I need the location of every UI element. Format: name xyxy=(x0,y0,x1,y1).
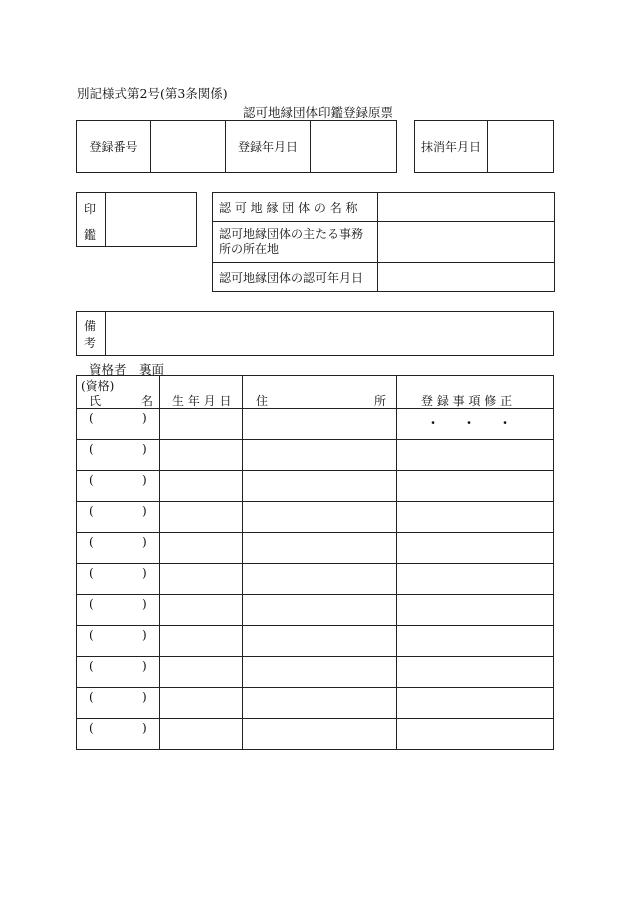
paren-close: ) xyxy=(142,473,147,487)
address-cell[interactable] xyxy=(243,564,397,595)
org-address-label xyxy=(213,222,378,263)
birthdate-cell[interactable] xyxy=(160,688,243,719)
qualification-name-cell[interactable] xyxy=(77,657,160,688)
remarks-label-bottom: 考 xyxy=(84,336,97,350)
paren-open: ( xyxy=(89,597,94,611)
seal-table xyxy=(76,192,197,247)
qualified-person-row xyxy=(77,533,554,564)
correction-cell[interactable] xyxy=(397,626,554,657)
seal-impression-field[interactable] xyxy=(106,193,197,247)
seal-label xyxy=(77,193,106,247)
qualified-person-row xyxy=(77,657,554,688)
paren-close: ) xyxy=(142,628,147,642)
qualification-name-cell[interactable] xyxy=(77,688,160,719)
organization-table xyxy=(212,192,555,292)
paren-open: ( xyxy=(89,504,94,518)
correction-cell[interactable] xyxy=(397,533,554,564)
header-correction: 登 録 事 項 修 正 xyxy=(421,394,513,408)
qualification-name-cell[interactable] xyxy=(77,409,160,440)
paren-close: ) xyxy=(142,721,147,735)
remarks-label-top: 備 xyxy=(84,319,97,333)
paren-open: ( xyxy=(89,628,94,642)
header-name-right: 名 xyxy=(141,394,154,408)
header-qualification-name xyxy=(77,376,160,409)
paren-open: ( xyxy=(89,721,94,735)
qualified-persons-table xyxy=(76,375,554,750)
seal-label-top: 印 xyxy=(84,202,97,216)
header-qualification: (資格) xyxy=(81,379,115,393)
qualification-name-cell[interactable] xyxy=(77,719,160,750)
address-cell[interactable] xyxy=(243,502,397,533)
qualified-person-row xyxy=(77,564,554,595)
address-cell[interactable] xyxy=(243,688,397,719)
org-name-label: 認 可 地 縁 団 体 の 名 称 xyxy=(213,193,378,222)
address-cell[interactable] xyxy=(243,626,397,657)
birthdate-cell[interactable] xyxy=(160,440,243,471)
header-correction-cell xyxy=(397,376,554,409)
form-number: 別記様式第2号(第3条関係) xyxy=(77,86,228,101)
registration-date-label: 登録年月日 xyxy=(226,121,311,173)
qualification-name-cell[interactable] xyxy=(77,626,160,657)
qualified-person-row xyxy=(77,502,554,533)
paren-close: ) xyxy=(142,597,147,611)
correction-dots: ・ ・ ・ xyxy=(427,416,512,430)
correction-cell[interactable] xyxy=(397,564,554,595)
birthdate-cell[interactable] xyxy=(160,409,243,440)
cancellation-date-label: 抹消年月日 xyxy=(415,121,488,173)
qualification-name-cell[interactable] xyxy=(77,533,160,564)
header-birthdate: 生 年 月 日 xyxy=(172,394,232,408)
qualified-person-row xyxy=(77,409,554,440)
header-birthdate-cell xyxy=(160,376,243,409)
qualified-person-row xyxy=(77,440,554,471)
org-approval-date-field[interactable] xyxy=(378,263,555,292)
address-cell[interactable] xyxy=(243,440,397,471)
qualified-persons-header xyxy=(77,376,554,409)
registration-table xyxy=(76,120,397,173)
cancellation-table xyxy=(414,120,554,173)
qualified-person-row xyxy=(77,471,554,502)
registration-date-field[interactable] xyxy=(311,121,397,173)
qualified-person-row xyxy=(77,688,554,719)
qualified-person-row xyxy=(77,626,554,657)
correction-cell[interactable] xyxy=(397,502,554,533)
paren-open: ( xyxy=(89,411,94,425)
registration-number-field[interactable] xyxy=(151,121,226,173)
birthdate-cell[interactable] xyxy=(160,719,243,750)
paren-close: ) xyxy=(142,659,147,673)
paren-open: ( xyxy=(89,442,94,456)
qualification-name-cell[interactable] xyxy=(77,440,160,471)
correction-cell[interactable] xyxy=(397,719,554,750)
correction-cell[interactable] xyxy=(397,409,554,440)
birthdate-cell[interactable] xyxy=(160,533,243,564)
header-name-left: 氏 xyxy=(89,394,102,408)
qualification-name-cell[interactable] xyxy=(77,595,160,626)
paren-close: ) xyxy=(142,690,147,704)
header-address-cell xyxy=(243,376,397,409)
address-cell[interactable] xyxy=(243,533,397,564)
remarks-table xyxy=(76,311,554,356)
paren-open: ( xyxy=(89,535,94,549)
qualification-name-cell[interactable] xyxy=(77,471,160,502)
reverse-section-label: 資格者 裏面 xyxy=(89,362,165,377)
birthdate-cell[interactable] xyxy=(160,657,243,688)
address-cell[interactable] xyxy=(243,657,397,688)
paren-close: ) xyxy=(142,411,147,425)
paren-open: ( xyxy=(89,473,94,487)
paren-open: ( xyxy=(89,690,94,704)
correction-cell[interactable] xyxy=(397,657,554,688)
header-address-left: 住 xyxy=(256,394,269,408)
cancellation-date-field[interactable] xyxy=(488,121,554,173)
org-address-label-line2: 所の所在地 xyxy=(219,242,280,256)
form-title: 認可地縁団体印鑑登録原票 xyxy=(243,105,394,120)
qualified-person-row xyxy=(77,595,554,626)
org-approval-date-label: 認可地縁団体の認可年月日 xyxy=(213,263,378,292)
seal-label-bottom: 鑑 xyxy=(84,228,97,242)
paren-open: ( xyxy=(89,566,94,580)
correction-cell[interactable] xyxy=(397,471,554,502)
birthdate-cell[interactable] xyxy=(160,626,243,657)
org-address-field[interactable] xyxy=(378,222,555,263)
paren-close: ) xyxy=(142,504,147,518)
correction-cell[interactable] xyxy=(397,688,554,719)
birthdate-cell[interactable] xyxy=(160,471,243,502)
remarks-field[interactable] xyxy=(106,312,554,356)
paren-open: ( xyxy=(89,659,94,673)
org-address-label-line1: 認可地縁団体の主たる事務 xyxy=(219,227,364,241)
qualification-name-cell[interactable] xyxy=(77,564,160,595)
birthdate-cell[interactable] xyxy=(160,595,243,626)
birthdate-cell[interactable] xyxy=(160,502,243,533)
birthdate-cell[interactable] xyxy=(160,564,243,595)
address-cell[interactable] xyxy=(243,409,397,440)
header-address-right: 所 xyxy=(374,394,387,408)
paren-close: ) xyxy=(142,535,147,549)
paren-close: ) xyxy=(142,442,147,456)
address-cell[interactable] xyxy=(243,471,397,502)
paren-close: ) xyxy=(142,566,147,580)
registration-number-label: 登録番号 xyxy=(77,121,151,173)
correction-cell[interactable] xyxy=(397,440,554,471)
address-cell[interactable] xyxy=(243,719,397,750)
qualified-person-row xyxy=(77,719,554,750)
remarks-label xyxy=(77,312,106,356)
org-name-field[interactable] xyxy=(378,193,555,222)
address-cell[interactable] xyxy=(243,595,397,626)
correction-cell[interactable] xyxy=(397,595,554,626)
qualification-name-cell[interactable] xyxy=(77,502,160,533)
